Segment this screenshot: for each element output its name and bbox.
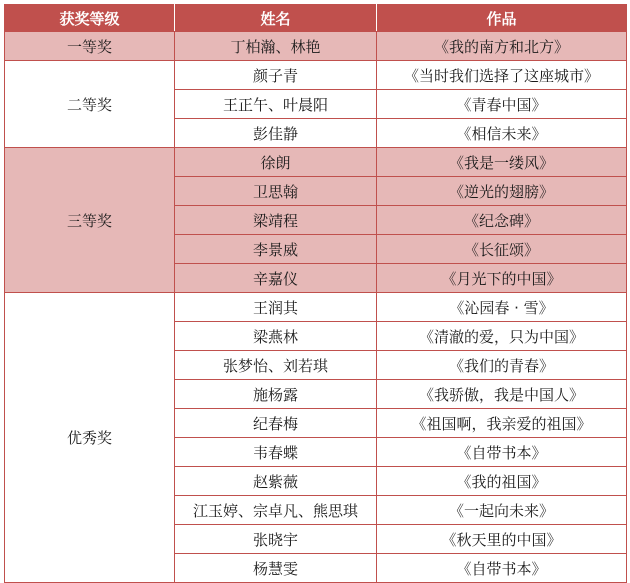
work-title-cell: 《长征颂》 <box>377 235 627 264</box>
winner-name-cell: 王正午、叶晨阳 <box>175 90 377 119</box>
work-title-cell: 《我是一缕风》 <box>377 148 627 177</box>
winner-name-cell: 赵紫薇 <box>175 467 377 496</box>
awards-table-body <box>5 32 627 583</box>
winner-name-cell: 梁靖程 <box>175 206 377 235</box>
work-title-cell: 《祖国啊，我亲爱的祖国》 <box>377 409 627 438</box>
winner-name-cell: 王润其 <box>175 293 377 322</box>
work-title-cell: 《相信未来》 <box>377 119 627 148</box>
winner-name-cell: 张晓宇 <box>175 525 377 554</box>
award-level-cell: 三等奖 <box>5 148 175 293</box>
award-level-cell: 二等奖 <box>5 61 175 148</box>
winner-name-cell: 颜子青 <box>175 61 377 90</box>
work-title-cell: 《纪念碑》 <box>377 206 627 235</box>
winner-name-cell: 韦春蝶 <box>175 438 377 467</box>
winner-name-cell: 徐朗 <box>175 148 377 177</box>
winner-name-cell: 辛嘉仪 <box>175 264 377 293</box>
work-title-cell: 《我的祖国》 <box>377 467 627 496</box>
work-title-cell: 《秋天里的中国》 <box>377 525 627 554</box>
work-title-cell: 《自带书本》 <box>377 438 627 467</box>
table-row <box>5 148 627 177</box>
table-row <box>5 61 627 90</box>
header-work: 作品 <box>377 5 627 32</box>
work-title-cell: 《逆光的翅膀》 <box>377 177 627 206</box>
winner-name-cell: 梁燕林 <box>175 322 377 351</box>
table-row <box>5 32 627 61</box>
winner-name-cell: 李景威 <box>175 235 377 264</box>
winner-name-cell: 江玉婷、宗卓凡、熊思琪 <box>175 496 377 525</box>
header-name: 姓名 <box>175 5 377 32</box>
winner-name-cell: 张梦怡、刘若琪 <box>175 351 377 380</box>
header-level: 获奖等级 <box>5 5 175 32</box>
work-title-cell: 《我的南方和北方》 <box>377 32 627 61</box>
header-row <box>5 5 627 32</box>
winner-name-cell: 杨慧雯 <box>175 554 377 583</box>
work-title-cell: 《青春中国》 <box>377 90 627 119</box>
winner-name-cell: 丁柏瀚、林艳 <box>175 32 377 61</box>
work-title-cell: 《当时我们选择了这座城市》 <box>377 61 627 90</box>
winner-name-cell: 卫思翰 <box>175 177 377 206</box>
award-level-cell: 优秀奖 <box>5 293 175 583</box>
work-title-cell: 《一起向未来》 <box>377 496 627 525</box>
table-row <box>5 293 627 322</box>
work-title-cell: 《沁园春 · 雪》 <box>377 293 627 322</box>
work-title-cell: 《月光下的中国》 <box>377 264 627 293</box>
winner-name-cell: 施杨露 <box>175 380 377 409</box>
awards-table <box>4 4 627 583</box>
work-title-cell: 《自带书本》 <box>377 554 627 583</box>
winner-name-cell: 纪春梅 <box>175 409 377 438</box>
winner-name-cell: 彭佳静 <box>175 119 377 148</box>
work-title-cell: 《清澈的爱，只为中国》 <box>377 322 627 351</box>
work-title-cell: 《我骄傲，我是中国人》 <box>377 380 627 409</box>
work-title-cell: 《我们的青春》 <box>377 351 627 380</box>
award-level-cell: 一等奖 <box>5 32 175 61</box>
